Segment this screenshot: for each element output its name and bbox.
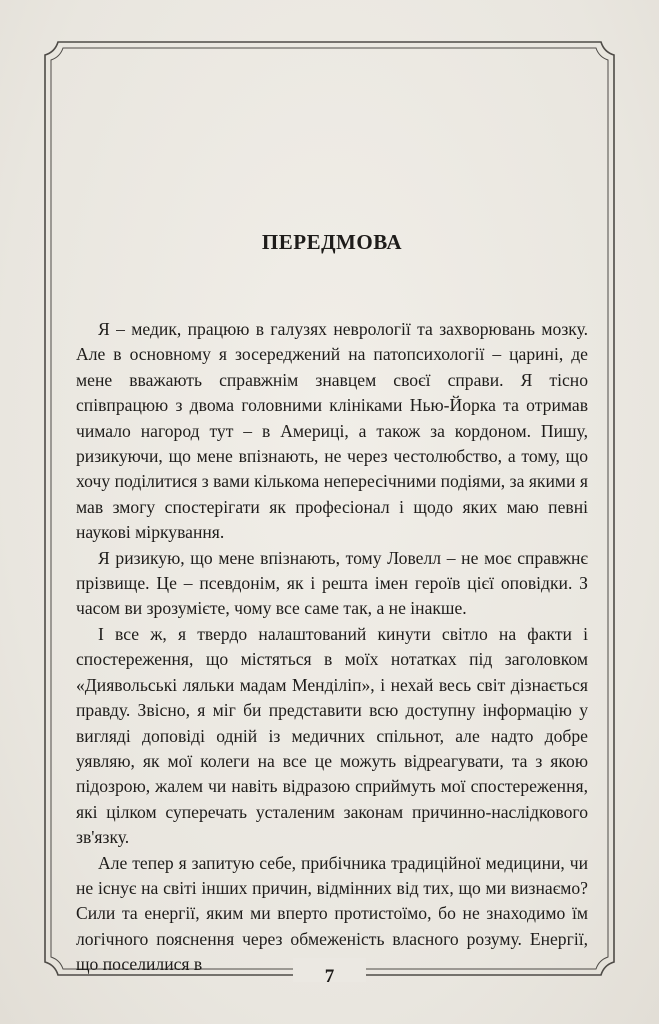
body-text xyxy=(76,317,588,978)
paragraph: Я ризикую, що мене впізнають, тому Ловелл – не моє справжнє прізвище. Це – псевдонім, як і решта імен героїв цієї оповідки. З часом ви зрозумієте, чому все саме так, а не інакше. xyxy=(76,547,588,619)
page-content xyxy=(76,230,588,978)
page-number: 7 xyxy=(324,966,335,987)
paragraph: І все ж, я твердо налаштований кинути світло на факти і спостереження, що містяться в моїх нотатках під заголовком «Диявольські ляльки мадам Менділіп», і нехай весь світ дізнається правду. Звісно, я міг би представити всю доступну інформацію у вигляді доповіді одній із медичних спільнот, але надто добре уявляю, як мої колеги на все це можуть відреагувати, та з якою підозрою, жалем чи навіть відразою сприймуть мої спостереження, які цілком суперечать усталеним законам причинно-наслідкового зв'язку. xyxy=(76,623,588,848)
chapter-title: ПЕРЕДМОВА xyxy=(261,230,403,254)
paragraph: Але тепер я запитую себе, прибічника традиційної медицини, чи не існує на світі інших причин, відмінних від тих, що ми визнаємо? Сили та енергії, яким ми вперто протистоїмо, бо не знаходимо їм логічного пояснення через обмеженість власного розуму. Енергії, що поселилися в xyxy=(76,852,588,975)
paragraph: Я – медик, працюю в галузях неврології та захворювань мозку. Але в основному я зосереджений на патопсихології – царині, де мене вважають справжнім знавцем своєї справи. Я тісно співпрацюю з двома головними клініками Нью-Йорка та отримав чимало нагород тут – в Америці, а також за кордоном. Пишу, ризикуючи, що мене впізнають, не через честолюбство, а тому, що хочу поділитися з вами кількома непересічними подіями, за якими я мав змогу спостерігати як професіонал і щодо яких маю певні наукові міркування. xyxy=(76,319,588,543)
